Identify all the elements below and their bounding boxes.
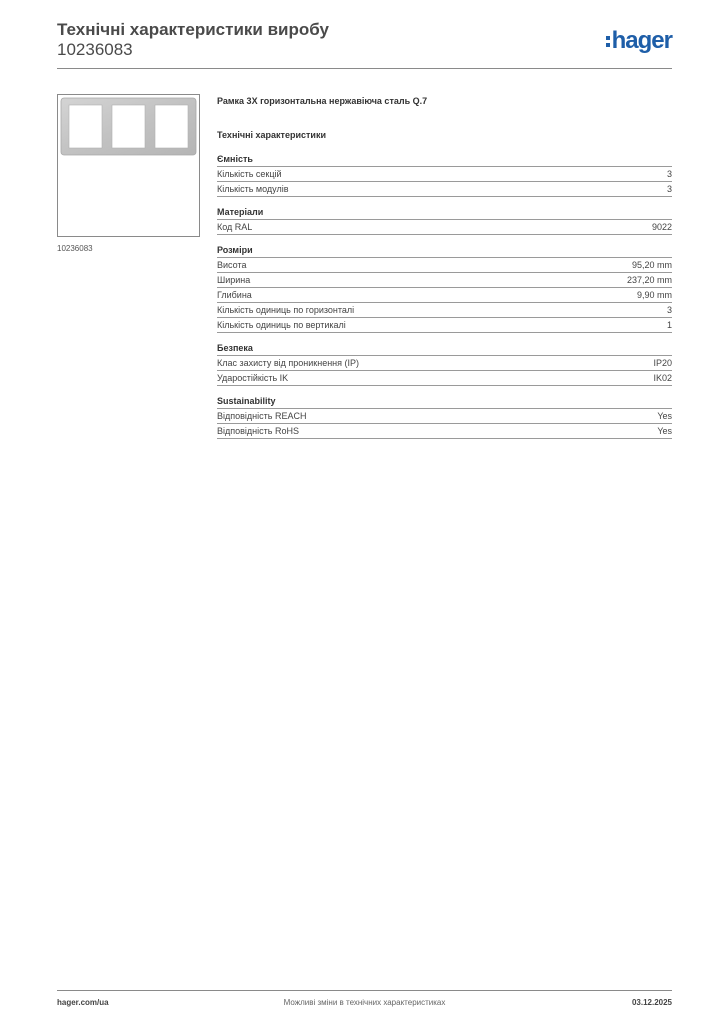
spec-group-materials <box>217 207 672 235</box>
document-article-number: 10236083 <box>57 40 133 59</box>
spec-label: Кількість секцій <box>217 169 282 179</box>
spec-value: 237,20 mm <box>626 275 672 285</box>
spec-row <box>217 167 672 182</box>
spec-row <box>217 371 672 386</box>
spec-label: Ударостійкість IK <box>217 373 289 383</box>
footer-date: 03.12.2025 <box>631 998 672 1007</box>
spec-value: 9,90 mm <box>636 290 672 300</box>
spec-group-title: Розміри <box>217 245 672 258</box>
spec-label: Ширина <box>217 275 251 285</box>
spec-group-title: Sustainability <box>217 396 672 409</box>
spec-group-safety <box>217 343 672 386</box>
footer-disclaimer: Можливі зміни в технічних характеристиках <box>283 998 446 1007</box>
spec-row <box>217 303 672 318</box>
product-image <box>57 94 200 237</box>
spec-row <box>217 273 672 288</box>
spec-group-capacity <box>217 154 672 197</box>
spec-label: Глибина <box>217 290 252 300</box>
document-title: Технічні характеристики виробу <box>57 20 329 39</box>
spec-row <box>217 288 672 303</box>
spec-row <box>217 318 672 333</box>
spec-group-sustainability <box>217 396 672 439</box>
spec-value: Yes <box>657 426 672 436</box>
header-divider <box>57 68 672 69</box>
spec-value: IP20 <box>653 358 672 368</box>
spec-label: Висота <box>217 260 247 270</box>
spec-value: 95,20 mm <box>631 260 672 270</box>
spec-value: 9022 <box>651 222 672 232</box>
spec-value: 3 <box>666 305 672 315</box>
page-header <box>57 20 672 70</box>
logo-text: hager <box>611 27 672 54</box>
spec-row <box>217 356 672 371</box>
spec-row <box>217 424 672 439</box>
product-name: Рамка 3X горизонтальна нержавіюча сталь Q.7 <box>217 96 428 106</box>
footer-divider <box>57 990 672 991</box>
image-caption: 10236083 <box>57 244 93 253</box>
logo-dots-icon <box>606 36 610 47</box>
spec-row <box>217 220 672 235</box>
spec-label: Клас захисту від проникнення (IP) <box>217 358 360 368</box>
footer-website: hager.com/ua <box>57 998 109 1007</box>
spec-row <box>217 258 672 273</box>
spec-label: Код RAL <box>217 222 253 232</box>
frame-3x-horizontal-icon <box>58 95 199 236</box>
spec-value: 1 <box>666 320 672 330</box>
spec-value: 3 <box>666 184 672 194</box>
spec-label: Відповідність RoHS <box>217 426 299 436</box>
spec-label: Кількість модулів <box>217 184 289 194</box>
spec-group-dimensions <box>217 245 672 333</box>
spec-group-title: Безпека <box>217 343 672 356</box>
spec-label: Кількість одиниць по вертикалі <box>217 320 346 330</box>
spec-value: 3 <box>666 169 672 179</box>
spec-group-title: Матеріали <box>217 207 672 220</box>
spec-label: Кількість одиниць по горизонталі <box>217 305 355 315</box>
specifications <box>217 96 672 439</box>
spec-group-title: Ємність <box>217 154 672 167</box>
spec-value: IK02 <box>653 373 672 383</box>
spec-row <box>217 182 672 197</box>
specifications-heading: Технічні характеристики <box>217 130 326 140</box>
spec-row <box>217 409 672 424</box>
spec-label: Відповідність REACH <box>217 411 307 421</box>
hager-logo <box>606 27 672 55</box>
spec-value: Yes <box>657 411 672 421</box>
